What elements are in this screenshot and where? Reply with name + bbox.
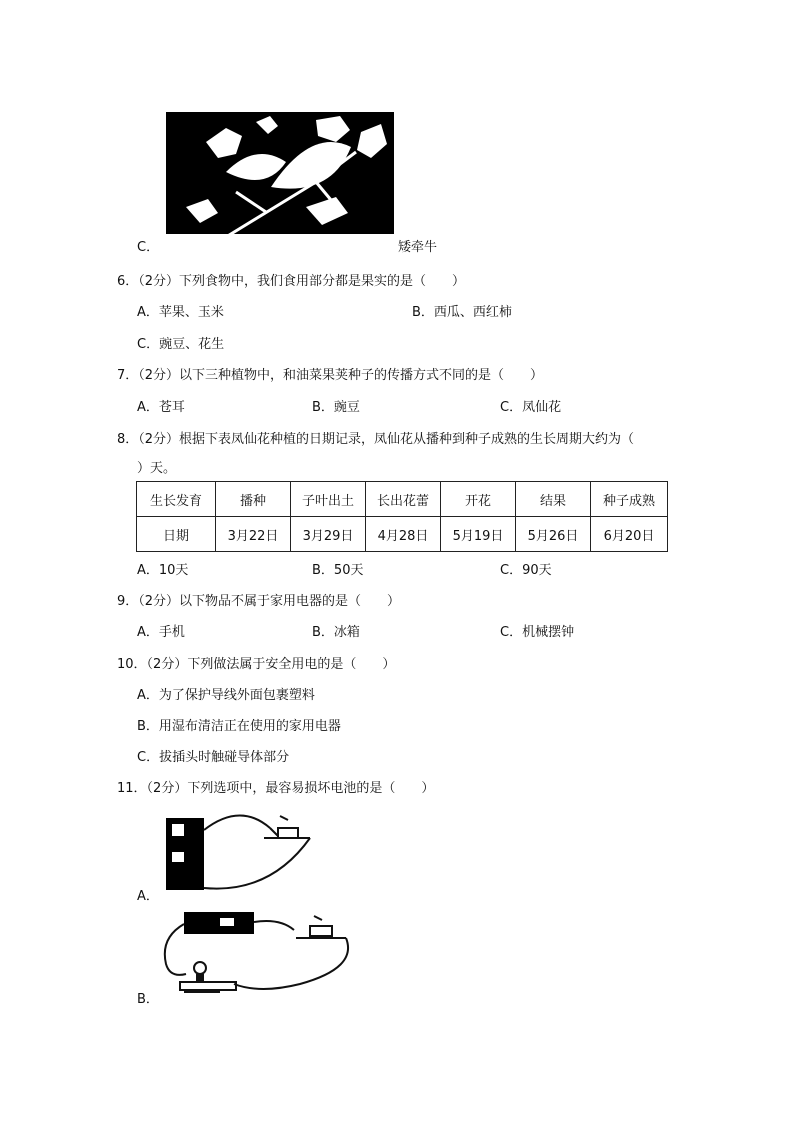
q6-option-a[interactable]: A．苹果、玉米 [137, 305, 224, 320]
q6-stem: 6．（2分）下列食物中，我们食用部分都是果实的是（ ） [117, 274, 466, 289]
circuit-b-diagram [160, 908, 360, 1000]
q7-stem: 7．（2分）以下三种植物中，和油菜果荚种子的传播方式不同的是（ ） [117, 368, 544, 383]
q5-option-c-letter: C． [137, 240, 160, 255]
table-cell: 开花 [441, 482, 516, 517]
q7-option-a[interactable]: A．苍耳 [137, 400, 185, 415]
q10-option-c[interactable]: C．拔插头时触碰导体部分 [137, 750, 290, 765]
petunia-photo [166, 112, 394, 242]
table-cell: 种子成熟 [591, 482, 668, 517]
q8-stem-line2: ）天。 [137, 461, 177, 476]
q10-option-b[interactable]: B．用湿布清洁正在使用的家用电器 [137, 719, 341, 734]
table-cell: 长出花蕾 [366, 482, 441, 517]
q11-option-b[interactable]: B． [137, 992, 159, 1007]
table-cell: 生长发育 [137, 482, 216, 517]
q11-option-a[interactable]: A． [137, 889, 159, 904]
table-cell: 3月22日 [216, 517, 291, 552]
q10-stem: 10．（2分）下列做法属于安全用电的是（ ） [117, 657, 396, 672]
table-cell: 5月26日 [516, 517, 591, 552]
table-cell: 播种 [216, 482, 291, 517]
q8-option-b[interactable]: B．50天 [312, 563, 364, 578]
q10-option-a[interactable]: A．为了保护导线外面包裹塑料 [137, 688, 315, 703]
q8-stem-line1: 8．（2分）根据下表凤仙花种植的日期记录，凤仙花从播种到种子成熟的生长周期大约为（ [117, 432, 635, 447]
table-row [137, 482, 668, 517]
q5-option-c-label: 矮牵牛 [398, 240, 438, 255]
q8-option-c[interactable]: C．90天 [500, 563, 552, 578]
table-cell: 6月20日 [591, 517, 668, 552]
q9-option-b[interactable]: B．冰箱 [312, 625, 360, 640]
table-cell: 4月28日 [366, 517, 441, 552]
q7-option-b[interactable]: B．豌豆 [312, 400, 360, 415]
table-cell: 3月29日 [291, 517, 366, 552]
table-cell: 日期 [137, 517, 216, 552]
q6-option-b[interactable]: B．西瓜、西红柿 [412, 305, 512, 320]
q6-option-c[interactable]: C．豌豆、花生 [137, 337, 225, 352]
q7-option-c[interactable]: C．凤仙花 [500, 400, 562, 415]
table-cell: 结果 [516, 482, 591, 517]
q9-stem: 9．（2分）以下物品不属于家用电器的是（ ） [117, 594, 401, 609]
q11-stem: 11．（2分）下列选项中，最容易损坏电池的是（ ） [117, 781, 435, 796]
q9-option-c[interactable]: C．机械摆钟 [500, 625, 575, 640]
growth-table [136, 481, 668, 552]
q9-option-a[interactable]: A．手机 [137, 625, 185, 640]
table-cell: 5月19日 [441, 517, 516, 552]
circuit-a-diagram [160, 808, 330, 894]
table-row [137, 517, 668, 552]
table-cell: 子叶出土 [291, 482, 366, 517]
q8-option-a[interactable]: A．10天 [137, 563, 189, 578]
